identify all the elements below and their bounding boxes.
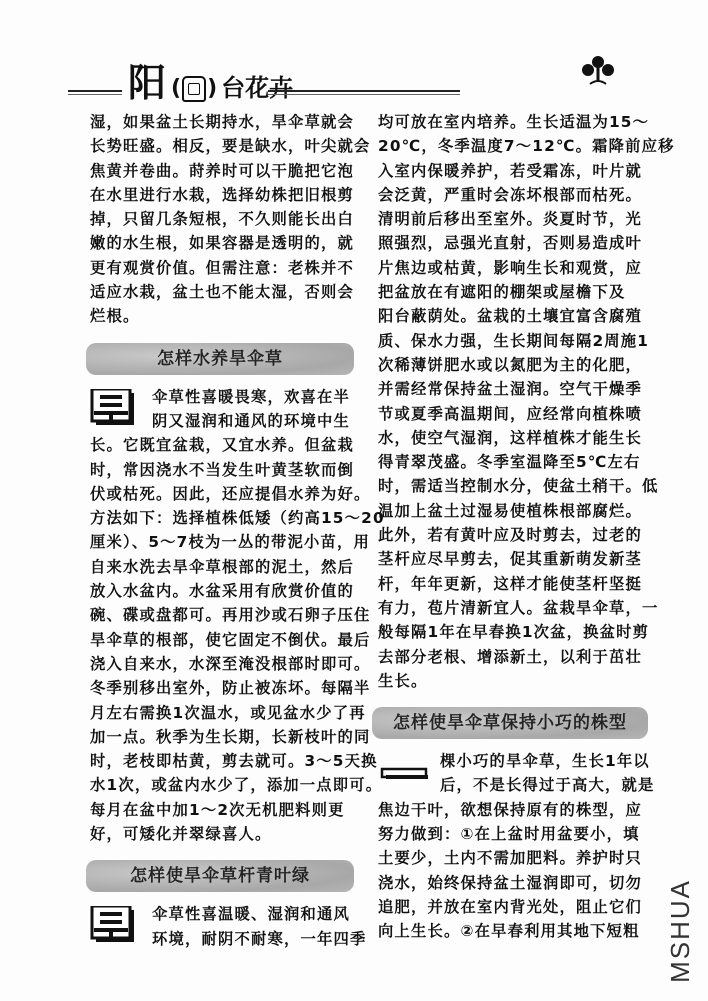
text-line: 时，老枝即枯黄，剪去就可。3～5天换	[90, 752, 378, 771]
text-line: 生长。	[378, 671, 428, 690]
text-line: 土要少，土内不需加肥料。养护时只	[378, 849, 642, 868]
text-line: 加一点。秋季为生长期，长新枝叶的同	[90, 727, 371, 746]
text-line: 每月在盆中加1～2次无机肥料则更	[90, 800, 345, 819]
text-line: 浇水，始终保持盆土湿润即可，切勿	[378, 873, 642, 892]
header-title	[128, 58, 294, 105]
text-line: 更有观赏价值。但需注意：老株并不	[90, 258, 354, 277]
text-line: 20℃，冬季温度7～12℃。霜降前应移	[378, 137, 675, 156]
text-line: 有力，苞片清新宜人。盆栽旱伞草，一	[378, 598, 659, 617]
text-line: 次稀薄饼肥水或以氮肥为主的化肥，	[378, 355, 642, 374]
section2-body	[90, 902, 367, 951]
text-line: 厘米）、5～7枝为一丛的带泥小苗，用	[90, 533, 370, 552]
header-title-rest: 台花卉	[221, 74, 294, 102]
text-line: 长势旺盛。相反，要是缺水，叶尖就会	[90, 137, 371, 156]
text-line: 均可放在室内培养。生长适温为15～	[378, 113, 650, 131]
dropcap-line: 阴又湿润和通风的环境中生	[152, 411, 350, 430]
text-line: 方法如下：选择植株低矮（约高15～20	[90, 509, 385, 528]
text-line: 照强烈，忌强光直射，否则易造成叶	[378, 234, 642, 253]
text-line: 杆，年年更新，这样才能使茎杆坚挺	[378, 574, 642, 593]
text-line: 月左右需换1次温水，或见盆水少了再	[90, 703, 366, 722]
section-heading-green-stems: 怎样使旱伞草杆青叶绿	[86, 860, 354, 892]
text-line: 嫩的水生根，如果容器是透明的，就	[90, 234, 354, 253]
window-icon	[182, 76, 206, 102]
right-column	[378, 110, 675, 944]
text-line: 焦边干叶，欲想保持原有的株型，应	[378, 800, 642, 819]
text-line: 时，需适当控制水分，使盆土稍干。低	[378, 477, 659, 496]
text-line: 浇入自来水，水深至淹没根部时即可。	[90, 654, 371, 673]
section-heading-compact-shape: 怎样使旱伞草保持小巧的株型	[372, 707, 648, 739]
header-rule-left	[68, 90, 122, 92]
text-line: 片焦边或枯黄，影响生长和观赏，应	[378, 258, 642, 277]
text-line: 般每隔1年在早春换1次盆，换盆时剪	[378, 623, 650, 642]
text-line: 温加上盆土过湿易使植株根部腐烂。	[378, 501, 642, 520]
text-line: 追肥，并放在室内背光处，阻止它们	[378, 897, 642, 916]
text-line: 适应水栽，盆土也不能太湿，否则会	[90, 283, 354, 302]
left-column	[90, 110, 385, 951]
intro-paragraph	[90, 110, 371, 329]
text-line: 湿，如果盆土长期持水，旱伞草就会	[90, 113, 354, 131]
header-title-big-char: 阳	[128, 61, 166, 105]
section1-body	[90, 385, 385, 847]
text-line: 时，常因浇水不当发生叶黄茎软而倒	[90, 460, 354, 479]
text-line: 努力做到：①在上盆时用盆要小，填	[378, 825, 640, 844]
header-rule-right-thin	[268, 94, 460, 95]
text-line: 并需经常保持盆土湿润。空气干燥季	[378, 380, 642, 399]
text-line: 茎杆应尽早剪去，促其重新萌发新茎	[378, 550, 642, 569]
text-line: 掉，只留几条短根，不久则能长出白	[90, 210, 354, 229]
text-line: 把盆放在有遮阳的棚架或屋檐下及	[378, 283, 626, 302]
section3-body	[378, 749, 655, 943]
header-rule-right	[268, 90, 460, 92]
continued-paragraph	[378, 110, 675, 693]
page-header	[0, 52, 708, 105]
text-line: 清明前后移出至室外。炎夏时节，光	[378, 210, 642, 229]
text-line: 碗、碟或盘都可。再用沙或石卵子压住	[90, 606, 371, 625]
dropcap-line: 伞草性喜温暖、湿润和通风	[152, 905, 350, 924]
text-line: 放入水盆内。水盆采用有欣赏价值的	[90, 582, 354, 601]
text-line: 焦黄并卷曲。莳养时可以干脆把它泡	[90, 161, 354, 180]
text-line: 水，使空气湿润，这样植株才能生长	[378, 428, 642, 447]
dropcap-line: 后，不是长得过于高大，就是	[440, 776, 655, 795]
text-line: 冬季别移出室外，防止被冻坏。每隔半	[90, 679, 371, 698]
dropcap-han-icon	[90, 389, 142, 431]
dropcap-line: 棵小巧的旱伞草，生长1年以	[440, 752, 650, 771]
text-line: 质、保水力强，生长期间每隔2周施1	[378, 331, 650, 350]
text-line: 伏或枯死。因此，还应提倡水养为好。	[90, 484, 371, 503]
text-line: 向上生长。②在早春利用其地下短粗	[378, 922, 640, 941]
text-line: 此外，若有黄叶应及时剪去，过老的	[378, 526, 642, 545]
text-line: 在水里进行水栽，选择幼株把旧根剪	[90, 185, 354, 204]
text-line: 自来水洗去旱伞草根部的泥土，然后	[90, 557, 354, 576]
text-line: 节或夏季高温期间，应经常向植株喷	[378, 404, 642, 423]
header-rule-left-thin	[68, 94, 122, 95]
text-line: 好，可矮化并翠绿喜人。	[90, 825, 272, 844]
text-line: 得青翠茂盛。冬季室温降至5℃左右	[378, 453, 641, 472]
dropcap-yi-icon	[378, 753, 430, 795]
text-line: 水1次，或盆内水少了，添加一点即可。	[90, 776, 383, 795]
flower-tree-ornament-icon	[578, 54, 618, 88]
text-line: 烂根。	[90, 307, 140, 326]
header-title-paren: ( )	[171, 76, 218, 101]
watermark: MSHUA	[665, 879, 695, 983]
text-line: 长。它既宜盆栽，又宜水养。但盆栽	[90, 436, 354, 455]
text-line: 阳台蔽荫处。盆栽的土壤宜富含腐殖	[378, 307, 642, 326]
text-line: 会泛黄，严重时会冻坏根部而枯死。	[378, 185, 642, 204]
dropcap-line: 伞草性喜暖畏寒，欢喜在半	[152, 387, 350, 406]
section-heading-water-culture: 怎样水养旱伞草	[86, 343, 354, 375]
text-line: 旱伞草的根部，使它固定不倒伏。最后	[90, 630, 371, 649]
text-line: 入室内保暖养护，若受霜冻，叶片就	[378, 161, 642, 180]
dropcap-han-icon	[90, 906, 142, 948]
dropcap-line: 环境，耐阴不耐寒，一年四季	[152, 929, 367, 948]
text-line: 去部分老根、增添新土，以利于茁壮	[378, 647, 642, 666]
